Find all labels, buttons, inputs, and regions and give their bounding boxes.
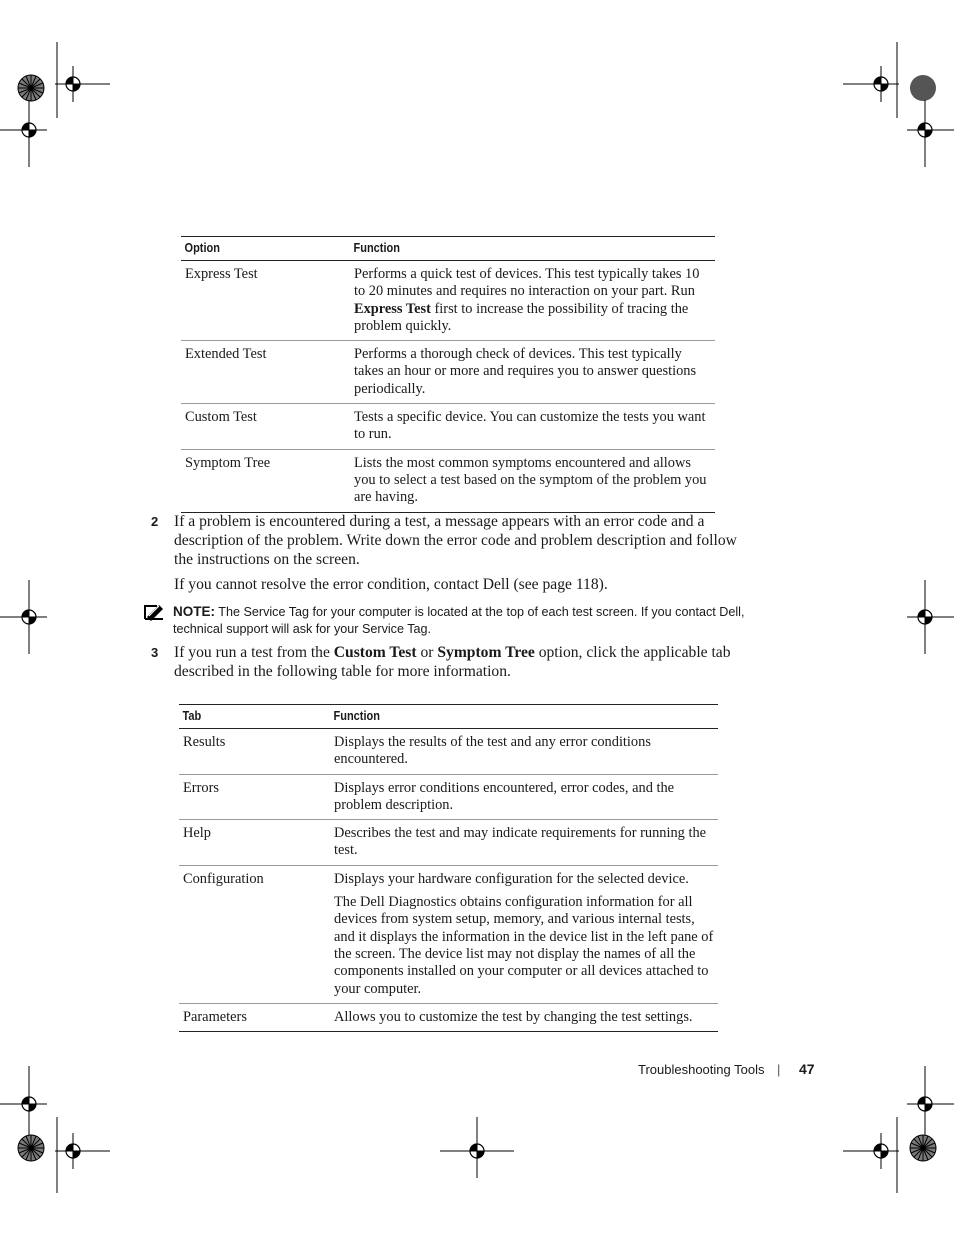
tab-cell: Errors <box>179 774 330 820</box>
table-row <box>181 449 715 512</box>
tab-cell: Configuration <box>179 865 330 1003</box>
note-text <box>173 603 763 638</box>
function-text: first to increase the possibility of tracing the problem quickly. <box>354 300 689 334</box>
table-row <box>179 820 718 866</box>
step-3-text-part: or <box>416 644 438 661</box>
step-3-text-part: If you run a test from the <box>174 644 334 661</box>
tabs-table <box>179 704 718 1032</box>
table-header-row <box>179 705 718 729</box>
function-cell: Performs a thorough check of devices. This test typically takes an hour or more and requires you to answer questions periodically. <box>350 341 715 404</box>
function-cell: Displays error conditions encountered, error codes, and the problem description. <box>330 774 718 820</box>
option-cell: Custom Test <box>181 404 350 450</box>
footer-separator: | <box>777 1062 781 1077</box>
function-cell: Describes the test and may indicate requirements for running the test. <box>330 820 718 866</box>
options-table <box>181 236 715 513</box>
function-cell: Lists the most common symptoms encountered and allows you to select a test based on the symptom of the problem you are having. <box>350 449 715 512</box>
table-row <box>181 404 715 450</box>
table-row <box>179 1003 718 1031</box>
table-header-row <box>181 237 715 261</box>
step-3-bold-part: Symptom Tree <box>437 644 535 661</box>
note-pencil-icon <box>143 602 165 621</box>
step-3-text-part: option, click the applicable tab described in the following table for more information. <box>174 644 731 681</box>
table-row <box>179 865 718 1003</box>
step-number: 3 <box>151 645 159 660</box>
function-text: Performs a quick test of devices. This test typically takes 10 to 20 minutes and requires no interaction on your part. Run <box>354 266 700 300</box>
footer-section-title: Troubleshooting Tools <box>638 1062 765 1077</box>
column-header-option: Option <box>181 237 330 261</box>
step-3-bold-part: Custom Test <box>333 644 417 661</box>
column-header-function: Function <box>350 237 671 261</box>
tab-cell: Parameters <box>179 1003 330 1031</box>
function-cell <box>330 865 718 1003</box>
step-2-followup: If you cannot resolve the error condition, contact Dell (see page 118). <box>174 576 608 593</box>
table-row <box>179 729 718 775</box>
step-2-text: If a problem is encountered during a test, a message appears with an error code and a description of the problem. Write down the error code and problem description and follow the instructions on the screen. <box>174 513 737 569</box>
function-extra-text: The Dell Diagnostics obtains configuration information for all devices from system setup, memory, and various internal tests, and it displays the information in the device list in the left pane of the screen. The device list may not display the names of all the components installed on your computer or all devices attached to your computer. <box>334 894 714 997</box>
step-3-text <box>174 643 746 681</box>
note-body: The Service Tag for your computer is located at the top of each test screen. If you contact Dell, technical support will ask for your Service Tag. <box>173 605 745 636</box>
function-cell: Allows you to customize the test by changing the test settings. <box>330 1003 718 1031</box>
option-cell: Symptom Tree <box>181 449 350 512</box>
function-bold-text: Express Test <box>354 300 431 317</box>
function-text: Displays your hardware configuration for the selected device. <box>334 870 689 887</box>
table-row <box>179 774 718 820</box>
column-header-tab: Tab <box>179 705 312 729</box>
tab-cell: Results <box>179 729 330 775</box>
note-label: NOTE: <box>173 604 215 619</box>
function-cell: Tests a specific device. You can customize the tests you want to run. <box>350 404 715 450</box>
table-row <box>181 261 715 341</box>
option-cell: Express Test <box>181 261 350 341</box>
tab-cell: Help <box>179 820 330 866</box>
option-cell: Extended Test <box>181 341 350 404</box>
page-number: 47 <box>799 1061 815 1077</box>
function-cell <box>350 261 715 341</box>
step-number: 2 <box>151 514 159 529</box>
function-cell: Displays the results of the test and any error conditions encountered. <box>330 729 718 775</box>
column-header-function: Function <box>330 705 671 729</box>
table-row <box>181 341 715 404</box>
